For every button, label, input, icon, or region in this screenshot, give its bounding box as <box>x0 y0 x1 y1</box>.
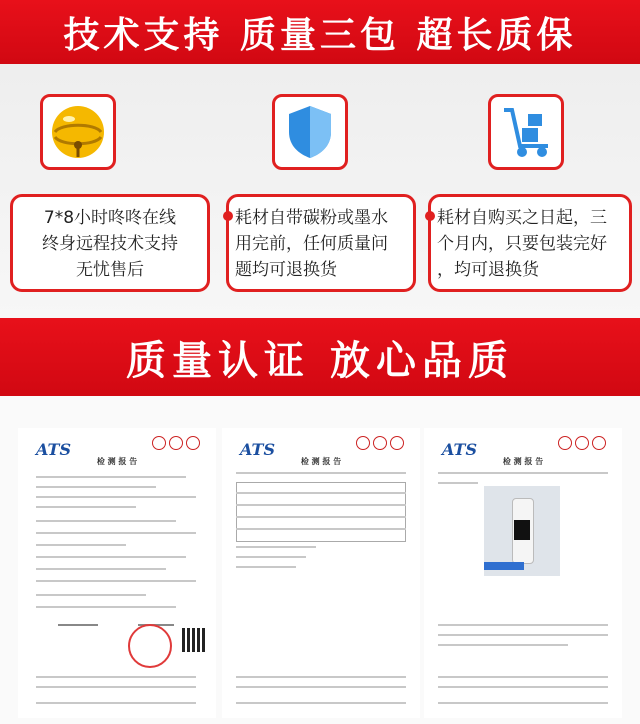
report-title: 检 测 报 告 <box>300 457 342 466</box>
handtruck-icon <box>498 104 554 160</box>
ats-logo: ATS <box>36 440 71 459</box>
service-card-2 <box>226 194 416 292</box>
card-text-line: ，均可退换货 <box>437 260 539 280</box>
card-text-line: 7*8小时咚咚在线 <box>43 208 177 228</box>
card-text-line: 耗材自带碳粉或墨水 <box>235 208 388 228</box>
red-seal <box>128 624 172 668</box>
card-text-line: 用完前，任何质量问 <box>235 234 388 254</box>
sample-photo <box>484 486 560 576</box>
ats-logo: ATS <box>240 440 275 459</box>
service-card-3 <box>428 194 632 292</box>
cert-marks <box>356 436 404 450</box>
test-report-3 <box>424 428 622 718</box>
shield-icon-box <box>272 94 348 170</box>
qr-code <box>182 628 206 652</box>
test-report-2 <box>222 428 420 718</box>
bell-icon <box>47 101 109 163</box>
bell-icon-box <box>40 94 116 170</box>
card-bullet <box>223 211 233 221</box>
test-report-1 <box>18 428 216 718</box>
shield-icon <box>285 104 335 160</box>
report-title: 检 测 报 告 <box>502 457 544 466</box>
cert-marks <box>152 436 200 450</box>
card-bullet <box>425 211 435 221</box>
top-banner-text: 技术支持 质量三包 超长质保 <box>63 14 577 56</box>
service-card-1 <box>10 194 210 292</box>
card-text-line: 耗材自购买之日起，三 <box>437 208 607 228</box>
card-text-line: 个月内，只要包装完好 <box>437 234 607 254</box>
card-text-line: 无忧售后 <box>76 260 144 280</box>
cert-marks <box>558 436 606 450</box>
ats-logo: ATS <box>442 440 477 459</box>
top-banner <box>0 0 640 64</box>
card-text-line: 题均可退换货 <box>235 260 337 280</box>
handtruck-icon-box <box>488 94 564 170</box>
mid-banner <box>0 318 640 396</box>
mid-banner-text: 质量认证 放心品质 <box>126 337 514 384</box>
report-title: 检 测 报 告 <box>96 457 138 466</box>
results-table <box>236 482 406 542</box>
card-text-line: 终身远程技术支持 <box>42 234 178 254</box>
